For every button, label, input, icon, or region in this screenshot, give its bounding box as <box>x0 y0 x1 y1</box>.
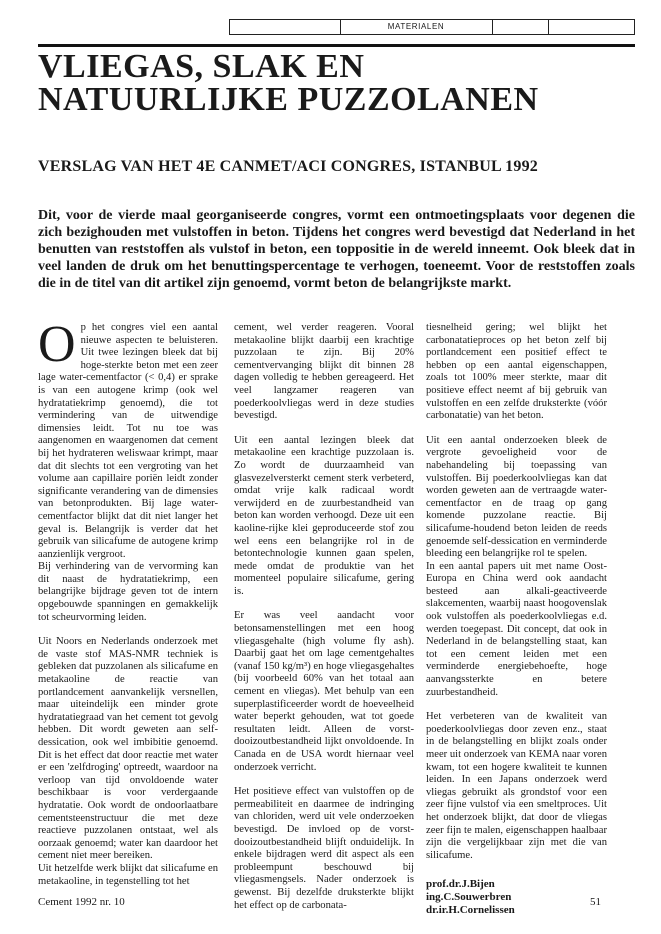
paragraph: Bij verhindering van de vervorming kan dit naast de hydratatiekrimp, een belangrijke bijdrage geven tot de intern opgebouwde spanningen en gemakkelijk tot scheurvorming leiden. <box>38 561 218 623</box>
author-name: prof.dr.J.Bijen <box>426 878 495 891</box>
author-name: dr.ir.H.Cornelissen <box>426 904 515 917</box>
author-list <box>426 878 607 917</box>
section-label: MATERIALEN <box>387 22 445 31</box>
paragraph: Uit een aantal onderzoeken bleek de vergrote gevoeligheid voor de nabehandeling bij toepassing van vulstoffen. Bij poederkoolvliegas kan dat worden geweten aan de vertraagde water-cementfactor en de traag op gang komende puzzolane reactie. Bij silicafume-houdend beton leiden de reeds genoemde self-dessication en verminderde bleeding een belangrijke rol te spelen. <box>426 434 607 560</box>
author-name: ing.C.Souwerbren <box>426 891 512 904</box>
drop-cap: O <box>38 316 76 373</box>
lead-paragraph: Dit, voor de vierde maal georganiseerde congres, vormt een ontmoetingsplaats voor degenen die zich bezighouden met vulstoffen in beton. Tijdens het congres werd bevestigd dat Nederland in het benutten van reststoffen als vulstof in beton, een toppositie in de wereld inneemt. Ook bleek dat in veel landen de druk om het benuttingspercentage te verhogen, toeneemt. Voor de reststoffen zoals die in de titel van dit artikel zijn genoemd, vormt beton de belangrijkste markt. <box>38 208 635 291</box>
paragraph <box>38 316 218 561</box>
column-3 <box>426 322 607 917</box>
column-2 <box>234 322 414 912</box>
paragraph: tiesnelheid gering; wel blijkt het carbonatatieproces op het beton zelf bij portlandcement een positief effect te hebben op een aantal eigenschappen, zoals tot 100% meer sterkte, maar dit positieve effect neemt af bij gebruik van vulstoffen en een zelfde druksterkte (vóór carbonatatie) van het beton. <box>426 322 607 422</box>
paragraph: Uit een aantal lezingen bleek dat metakaoline een krachtige puzzolaan is. Zo wordt de duurzaamheid van glasvezelversterkt cement sterk verbeterd, omdat vrije kalk radicaal wordt verwijderd en de zuurbestandheid van beton kan worden verhoogd. Deze uit een kaoline-rijke klei geproduceerde stof zou wel eens een belangrijke rol in de betontechnologie kunnen gaan spelen, mede omdat de produktie van het momenteel populaire silicafume, gering is. <box>234 434 414 597</box>
paragraph: Uit Noors en Nederlands onderzoek met de vaste stof MAS-NMR techniek is gebleken dat puzzolanen als silicafume en metakaoline de reactie van portlandcement aanvankelijk versnellen, maar uiteindelijk een minder grote hydratatiegraad van het cement tot gevolg hebben. Dit wordt geweten aan self-dessication, ook wel imbibitie genoemd. Dit is het effect dat door reactie met water er een 'zelfdroging' optreedt, waardoor na verloop van tijd onvoldoende water beschikbaar is voor verdergaande hydratatie. Ook wordt de ondoorlaatbare cementsteenstructuur die met deze reactieve puzzolanen ontstaat, wel als oorzaak genoemd; water kan daardoor het cement niet meer bereiken. <box>38 636 218 862</box>
paragraph: Uit hetzelfde werk blijkt dat silicafume en metakaoline, in tegenstelling tot het <box>38 862 218 887</box>
paragraph: Het positieve effect van vulstoffen op de permeabiliteit en daarmee de indringing van chloriden, werd uit vele onderzoeken bevestigd. De invloed op de vorst-dooizoutbestandheid blijft onduidelijk. In enkele bijdragen werd dit aspect als een probleempunt beschouwd bij vliegasmengsels. Nader onderzoek is gewenst. Bij dezelfde druksterkte blijkt het effect op de carbonata- <box>234 786 414 911</box>
paragraph: cement, wel verder reageren. Vooral metakaoline blijkt daarbij een krachtige puzzolaan te zijn. Bij 20% cementvervanging blijkt dit binnen 28 dagen volledig te hebben gereageerd. Het veel langzamer reageren van poederkoolvliegas werd in deze studies bevestigd. <box>234 322 414 422</box>
article-title <box>38 50 635 116</box>
paragraph: Het verbeteren van de kwaliteit van poederkoolvliegas door zeven enz., staat in de belangstelling en blijkt zoals onder meer uit onderzoek van KEMA naar voren kwam, tot een hogere kwaliteit te kunnen leiden. In een Japans onderzoek werd vliegas gebruikt als grondstof voor een zeer fijne vulstof via een smeltproces. Uit het onderzoek blijkt, dat door de vliegas zeer fijn te malen, eigenschappen haalbaar zijn die vergelijkbaar zijn met die van silicafume. <box>426 711 607 861</box>
page-number: 51 <box>590 896 601 908</box>
header-divider <box>548 20 549 34</box>
paragraph: Er was veel aandacht voor betonsamenstellingen met een hoog vliegasgehalte (high volume fly ash). Daarbij gaat het om lage cementgehaltes (vanaf 150 kg/m³) en hoge vliegasgehaltes (bij voorbeeld 60% van het totaal aan cement en vliegas). Met behulp van een superplastificeerder wordt de hoeveelheid water beperkt gehouden, wat tot goede resultaten leidt. Alleen de vorst-dooizoutbestandheid lijkt onvoldoende. In Canada en de USA wordt hiernaar veel onderzoek verricht. <box>234 610 414 773</box>
section-header-box <box>229 19 635 35</box>
title-line-1: VLIEGAS, SLAK EN <box>38 48 365 85</box>
header-divider <box>492 20 493 34</box>
paragraph-text: p het congres viel een aantal nieuwe aspecten te beluisteren. Uit twee lezingen bleek dat bij hoge-sterkte beton met een zeer lage water-cementfactor (< 0,4) er sprake is van een autogene krimp (ook wel hydratatiekrimp genoemd), die tot vermindering van de uitwendige dimensies leidt. Tot nu toe was aangenomen en waargenomen dat cement bij het hydrateren weliswaar krimpt, maar dat dit slechts tot een vergroting van het volume aan capillaire poriën leidt zonder significante verandering van de dimensies van betonprodukten. Bij lage water-cementfactor blijkt dat dit niet langer het geval is. Belangrijk is verder dat het gebruik van silicafume de autogene krimp aanzienlijk vergroot. <box>38 322 218 560</box>
publication-footer: Cement 1992 nr. 10 <box>38 896 125 908</box>
column-1 <box>38 316 218 888</box>
title-line-2: NATUURLIJKE PUZZOLANEN <box>38 81 539 118</box>
article-subtitle: VERSLAG VAN HET 4E CANMET/ACI CONGRES, ISTANBUL 1992 <box>38 158 538 175</box>
title-rule <box>38 44 635 47</box>
paragraph: In een aantal papers uit met name Oost-Europa en China werd ook aandacht besteed aan alkali-geactiveerde slakcementen, waarbij naast hoogovenslak ook vulstoffen als poederkoolvliegas e.d. werden toegepast. Dit concept, dat ook in Nederland in de belangstelling staat, kan tot een cement leiden met een verminderde energiebehoefte, hoge aanvangssterkte en betere zuurbestandheid. <box>426 560 607 698</box>
